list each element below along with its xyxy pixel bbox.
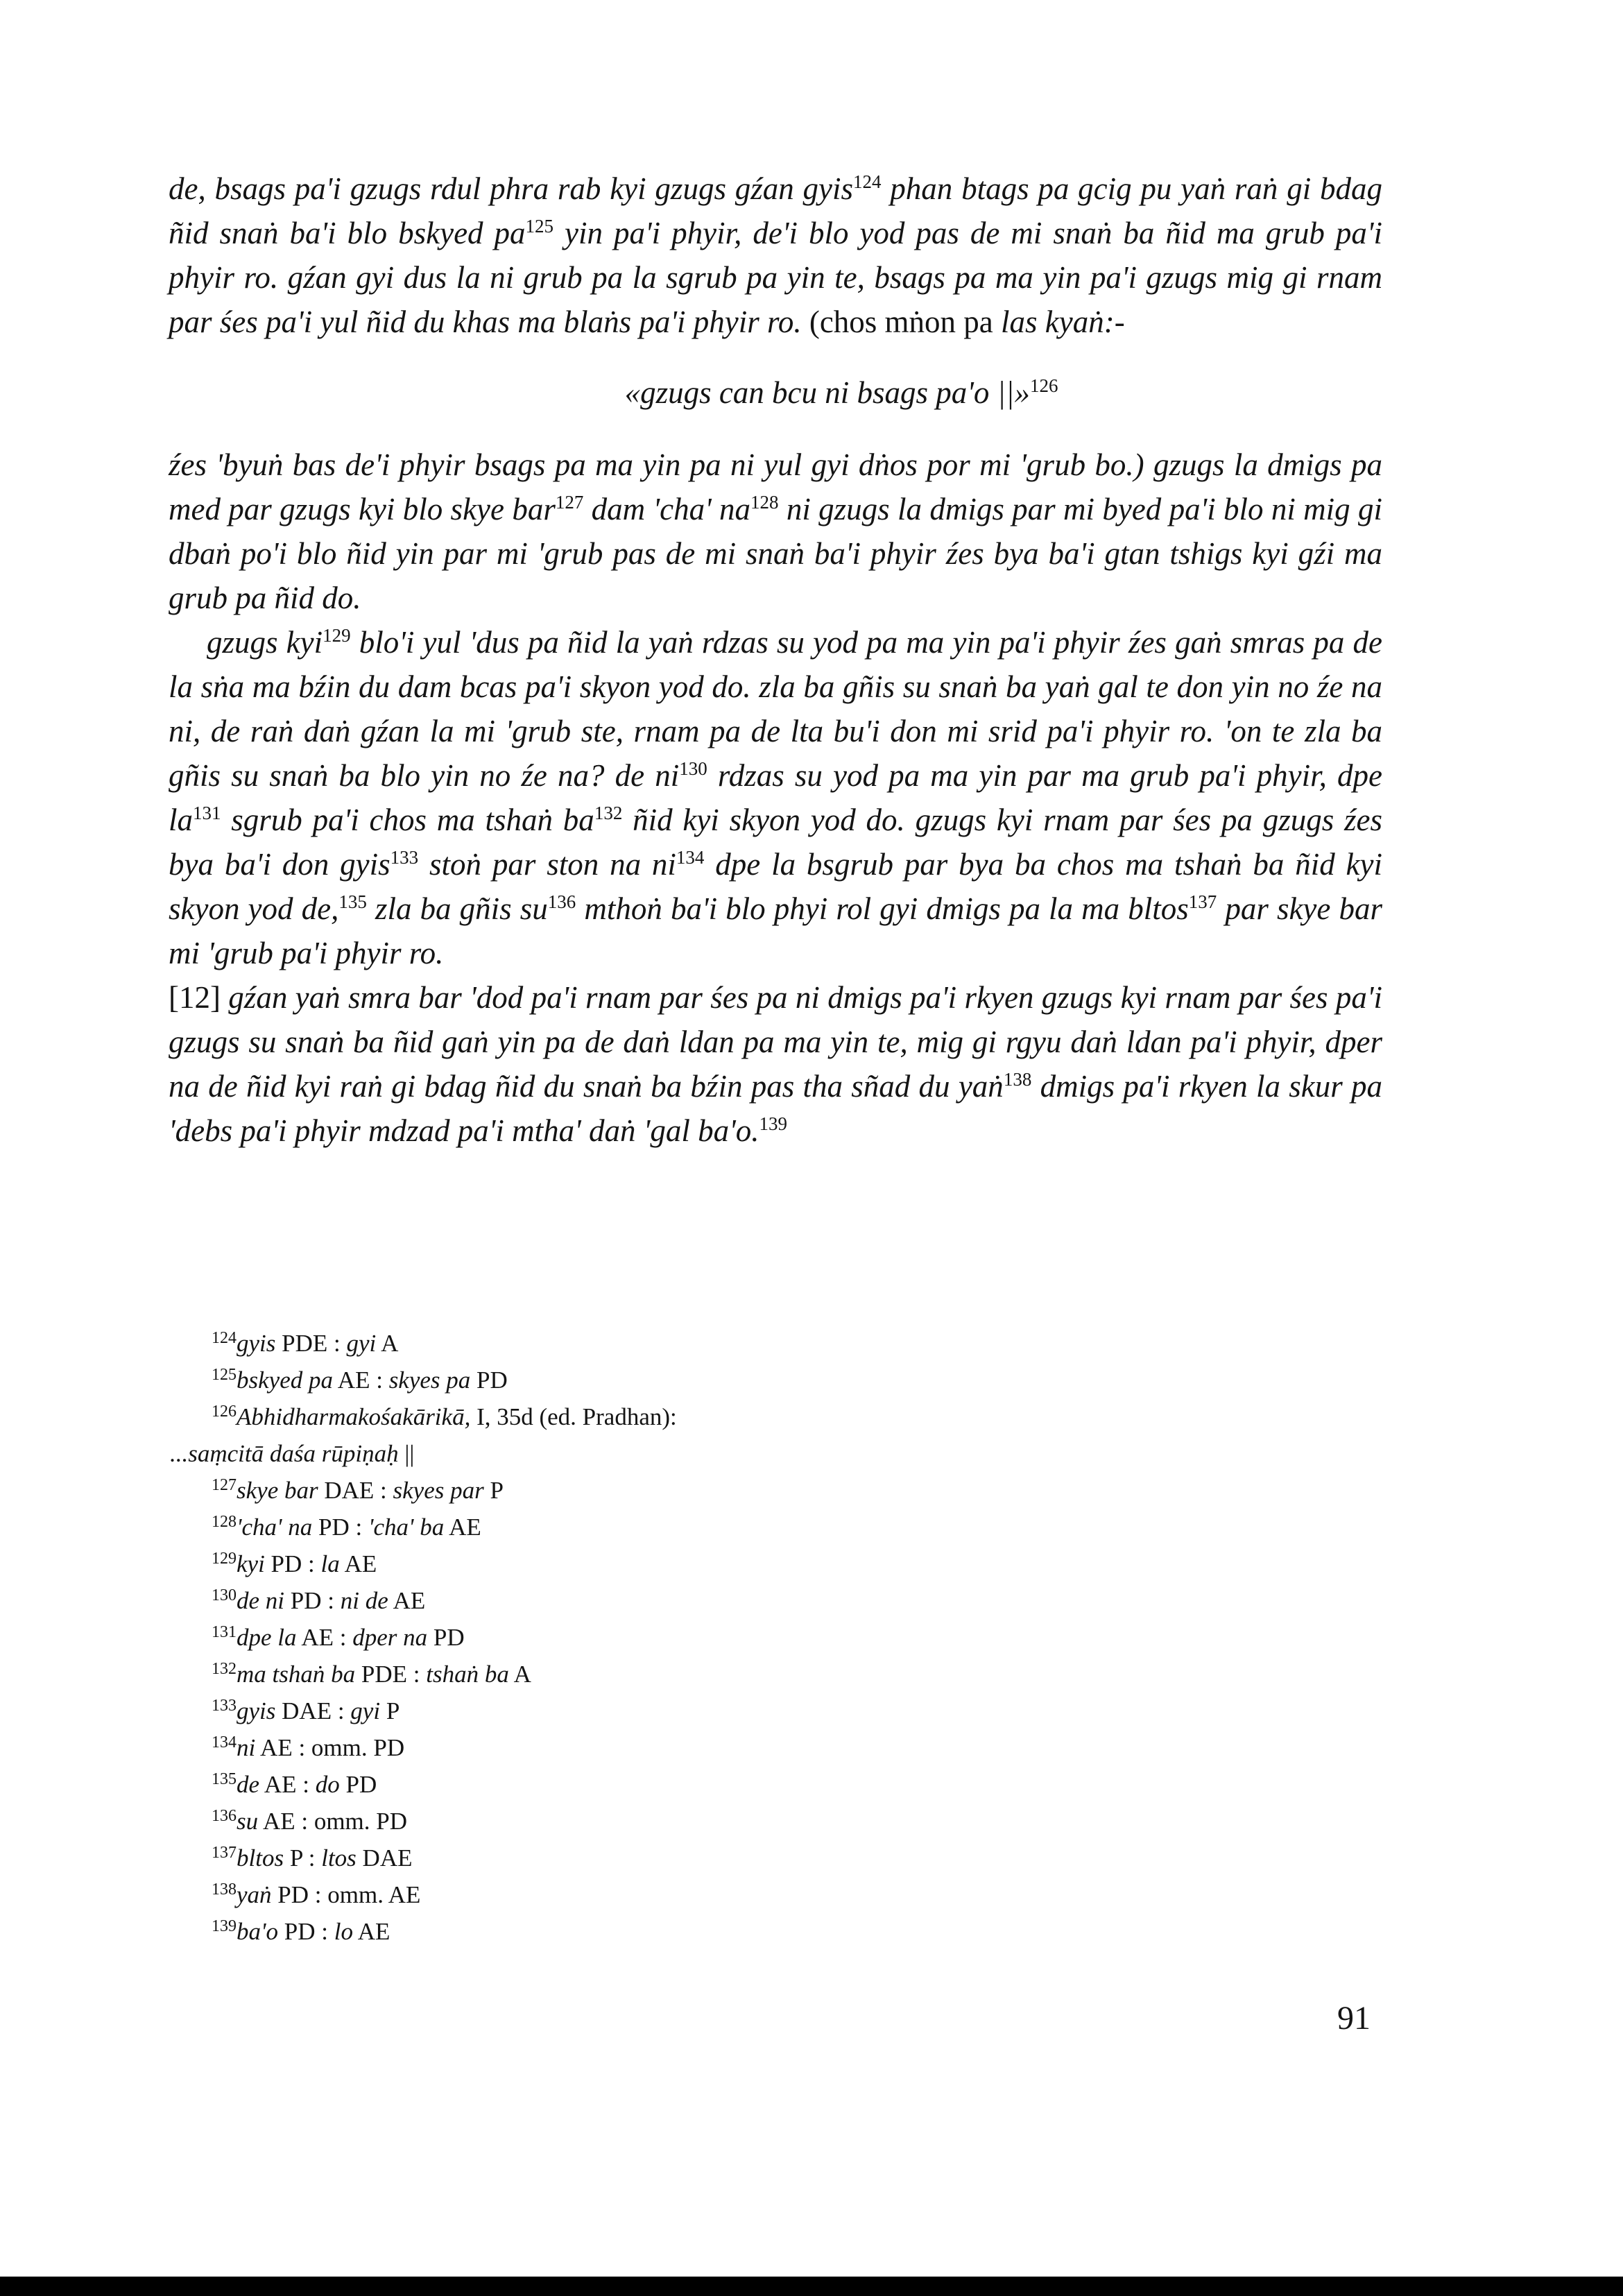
footnote xyxy=(212,1913,905,1950)
footnote-lemma: 'cha' na xyxy=(237,1514,313,1541)
footnote-variant: do xyxy=(315,1771,340,1798)
footnote-witnesses: AE : xyxy=(332,1367,389,1394)
footnote-witnesses: P xyxy=(380,1697,400,1724)
footnote-lemma: kyi xyxy=(237,1550,265,1577)
footnote-variant: ni de xyxy=(340,1587,388,1614)
footnote-witnesses: PDE : xyxy=(355,1661,427,1688)
footnote xyxy=(212,1398,905,1435)
footnote-variant: ltos xyxy=(321,1844,357,1871)
footnote-witnesses: AE : xyxy=(296,1624,353,1651)
footnote-lemma: Abhidharmakośakārikā, xyxy=(237,1403,471,1430)
footnote-witnesses: AE xyxy=(388,1587,426,1614)
footnote-witnesses: AE : omm. PD xyxy=(258,1808,408,1835)
footnote xyxy=(212,1509,905,1545)
footnote-witnesses: PD xyxy=(339,1771,377,1798)
footnote-lemma: ba'o xyxy=(237,1918,278,1945)
footnote-variant: skyes pa xyxy=(388,1367,471,1394)
footnote-ref[interactable]: 139 xyxy=(759,1113,787,1134)
footnote-witnesses: DAE : xyxy=(318,1477,393,1504)
footnote-number: 129 xyxy=(212,1550,237,1568)
paragraph: gzugs kyi$^{129}$ blo'i yul 'dus pa ñid la yaṅ rdzas su yod pa ma yin pa'i phyir źes gaṅ smras pa de la sṅa ma bźin du dam bcas pa'i skyon yod do. zla ba gñis su snaṅ ba yaṅ gal te don yin no źe na ni, de raṅ daṅ gźan la mi 'grub ste, rnam pa de lta bu'i don mi srid pa'i phyir ro. 'on te zla ba gñis su snaṅ ba blo yin no źe na? de $ni^{130}$ rdzas su yod pa ma yin par ma grub pa'i phyir, dpe $la^{131}$ sgrub pa'i chos ma tshaṅ $ba^{132}$ ñid kyi skyon yod do. gzugs kyi rnam par śes pa gzugs źes bya ba'i don gyis$^{133}$ stoṅ par ston na $ni^{134}$ dpe la bsgrub par bya ba chos ma tshaṅ ba ñid kyi skyon yod de,$^{135}$ zla ba gñis $su^{136}$ mthoṅ ba'i blo phyi rol gyi dmigs pa la ma bltos$^{137}$ par skye bar mi 'grub pa'i phyir ro. xyxy=(169,625,1383,970)
footnote-ref[interactable]: 128 xyxy=(750,492,779,513)
footnote-witnesses: AE xyxy=(352,1918,390,1945)
footnote-ref[interactable]: 126 xyxy=(1029,375,1058,396)
footnote-lemma: skye bar xyxy=(237,1477,318,1504)
footnote-ref[interactable]: 135 xyxy=(338,891,367,912)
footnote-variant: tshaṅ ba xyxy=(426,1661,509,1688)
footnote-lemma: ...saṃcitā daśa rūpiṇaḥ xyxy=(170,1440,399,1467)
footnote xyxy=(212,1840,905,1876)
footnote-witnesses: A xyxy=(508,1661,531,1688)
footnote-ref[interactable]: 136 xyxy=(547,891,576,912)
footnote-number: 135 xyxy=(212,1770,237,1788)
paragraph: [12] gźan yaṅ smra bar 'dod pa'i rnam par śes pa ni dmigs pa'i rkyen gzugs kyi rnam par śes pa'i gzugs su snaṅ ba ñid gaṅ yin pa de daṅ ldan pa ma yin te, mig gi rgyu daṅ ldan pa'i phyir, dper na de ñid kyi raṅ gi bdag ñid du snaṅ ba bźin pas tha sñad du yaṅ$^{138}$ dmigs pa'i rkyen la skur pa 'debs pa'i phyir mdzad pa'i mtha' daṅ 'gal ba'o.$^{139}$ xyxy=(169,980,1383,1148)
footnote-number: 133 xyxy=(212,1697,237,1715)
footnote-ref[interactable]: 134 xyxy=(676,847,705,868)
footnote-witnesses: PD : xyxy=(312,1514,368,1541)
footnote xyxy=(212,1472,905,1509)
section-marker: [12] xyxy=(169,980,221,1015)
footnote-witnesses: PD : xyxy=(284,1587,341,1614)
footnote-witnesses: P xyxy=(483,1477,504,1504)
footnote-ref[interactable]: 124 xyxy=(853,171,882,192)
footnote xyxy=(212,1619,905,1656)
footnote-witnesses: PD xyxy=(470,1367,508,1394)
footnote-lemma: dpe la xyxy=(237,1624,297,1651)
footnote xyxy=(212,1545,905,1582)
footnote-witnesses: I, 35d (ed. Pradhan): xyxy=(470,1403,677,1430)
footnote xyxy=(212,1876,905,1913)
footnote-number: 137 xyxy=(212,1844,237,1862)
footnote-lemma: bltos xyxy=(237,1844,284,1871)
footnote xyxy=(212,1803,905,1840)
footnote-number: 124 xyxy=(212,1329,237,1347)
footnote-witnesses: A xyxy=(376,1330,399,1357)
footnote-ref[interactable]: 125 xyxy=(525,216,554,237)
footnote-number: 132 xyxy=(212,1660,237,1678)
footnote-witnesses: DAE : xyxy=(275,1697,351,1724)
footnote-witnesses: || xyxy=(398,1440,415,1467)
footnote-number: 138 xyxy=(212,1881,237,1899)
footnote-variant: skyes par xyxy=(393,1477,484,1504)
footnote-number: 130 xyxy=(212,1586,237,1604)
footnote-variant: 'cha' ba xyxy=(368,1514,445,1541)
footnote-number: 139 xyxy=(212,1917,237,1935)
footnote xyxy=(212,1729,905,1766)
footnote-lemma: gyis xyxy=(237,1330,276,1357)
footnote-ref[interactable]: 131 xyxy=(193,803,221,823)
footnote-lemma: gyis xyxy=(237,1697,276,1724)
footnote-lemma: de xyxy=(237,1771,260,1798)
footnote-number: 136 xyxy=(212,1807,237,1825)
footnote-ref[interactable]: 138 xyxy=(1003,1069,1032,1090)
footnote xyxy=(212,1693,905,1729)
footnote-ref[interactable]: 132 xyxy=(594,803,623,823)
footnote-number: 128 xyxy=(212,1513,237,1531)
footnote-witnesses: AE : xyxy=(259,1771,316,1798)
footnote-lemma: ma tshaṅ ba xyxy=(237,1661,356,1688)
footnote-witnesses: PD xyxy=(427,1624,465,1651)
footnote-witnesses: PD : xyxy=(278,1918,334,1945)
footnote-variant: gyi xyxy=(350,1697,381,1724)
footnote-number: 131 xyxy=(212,1623,237,1641)
main-text xyxy=(169,166,1382,1153)
footnote-ref[interactable]: 137 xyxy=(1188,891,1217,912)
footnote-lemma: bskyed pa xyxy=(237,1367,333,1394)
page-number: 91 xyxy=(1337,2000,1371,2037)
footnote-lemma: ni xyxy=(237,1734,256,1761)
block-quote: «gzugs can bcu ni bsags pa'o ||»$^{126}$ xyxy=(624,375,1058,410)
footnote-witnesses: PD : omm. AE xyxy=(271,1881,421,1908)
paragraph: de, bsags pa'i gzugs rdul phra rab kyi gzugs gźan gyis$^{124}$ phan btags pa gcig pu yaṅ raṅ gi bdag ñid snaṅ ba'i blo bskyed $pa^{125}$ yin pa'i phyir, de'i blo yod pas de mi snaṅ ba ñid ma grub pa'i phyir ro. gźan gyi dus la ni grub pa la sgrub pa yin te, bsags pa ma yin pa'i gzugs mig gi rnam par śes pa'i yul ñid du khas ma blaṅs pa'i phyir ro. (chos mṅon pa las kyaṅ:- xyxy=(169,171,1382,339)
footnote-lemma: su xyxy=(237,1808,259,1835)
footnote-witnesses: PD : xyxy=(264,1550,321,1577)
footnote-witnesses: AE : omm. PD xyxy=(255,1734,405,1761)
footnote-ref[interactable]: 129 xyxy=(323,625,351,646)
footnote-variant: dper na xyxy=(352,1624,428,1651)
footnote xyxy=(212,1766,905,1803)
scan-border xyxy=(0,2277,1623,2296)
footnotes xyxy=(170,1325,905,1950)
footnote-number: 127 xyxy=(212,1476,237,1494)
footnote-variant: gyi xyxy=(346,1330,377,1357)
footnote xyxy=(212,1582,905,1619)
footnote-witnesses: AE xyxy=(339,1550,377,1577)
footnote xyxy=(212,1362,905,1398)
footnote-number: 126 xyxy=(212,1403,237,1421)
paragraph: źes 'byuṅ bas de'i phyir bsags pa ma yin pa ni yul gyi dṅos por mi 'grub bo.) gzugs la dmigs pa med par gzugs kyi blo skye bar$^{127}$ dam 'cha' $na^{128}$ ni gzugs la dmigs par mi byed pa'i blo ni mig gi dbaṅ po'i blo ñid yin par mi 'grub pas de mi snaṅ ba'i phyir źes bya ba'i gtan tshigs kyi gźi ma grub pa ñid do. xyxy=(169,447,1382,615)
footnote-lemma: de ni xyxy=(237,1587,285,1614)
footnote-variant: la xyxy=(320,1550,340,1577)
footnote-witnesses: P : xyxy=(284,1844,322,1871)
footnote xyxy=(212,1656,905,1693)
footnote-number: 134 xyxy=(212,1733,237,1751)
footnote-lemma: yaṅ xyxy=(237,1881,272,1908)
footnote-variant: lo xyxy=(334,1918,353,1945)
footnote-witnesses: PDE : xyxy=(275,1330,347,1357)
footnote-witnesses: AE xyxy=(444,1514,481,1541)
footnote-ref[interactable]: 127 xyxy=(555,492,584,513)
footnote xyxy=(212,1325,905,1362)
footnote-witnesses: DAE xyxy=(356,1844,413,1871)
footnote xyxy=(170,1435,905,1472)
footnote-ref[interactable]: 130 xyxy=(679,758,707,779)
footnote-ref[interactable]: 133 xyxy=(390,847,419,868)
footnote-number: 125 xyxy=(212,1366,237,1384)
